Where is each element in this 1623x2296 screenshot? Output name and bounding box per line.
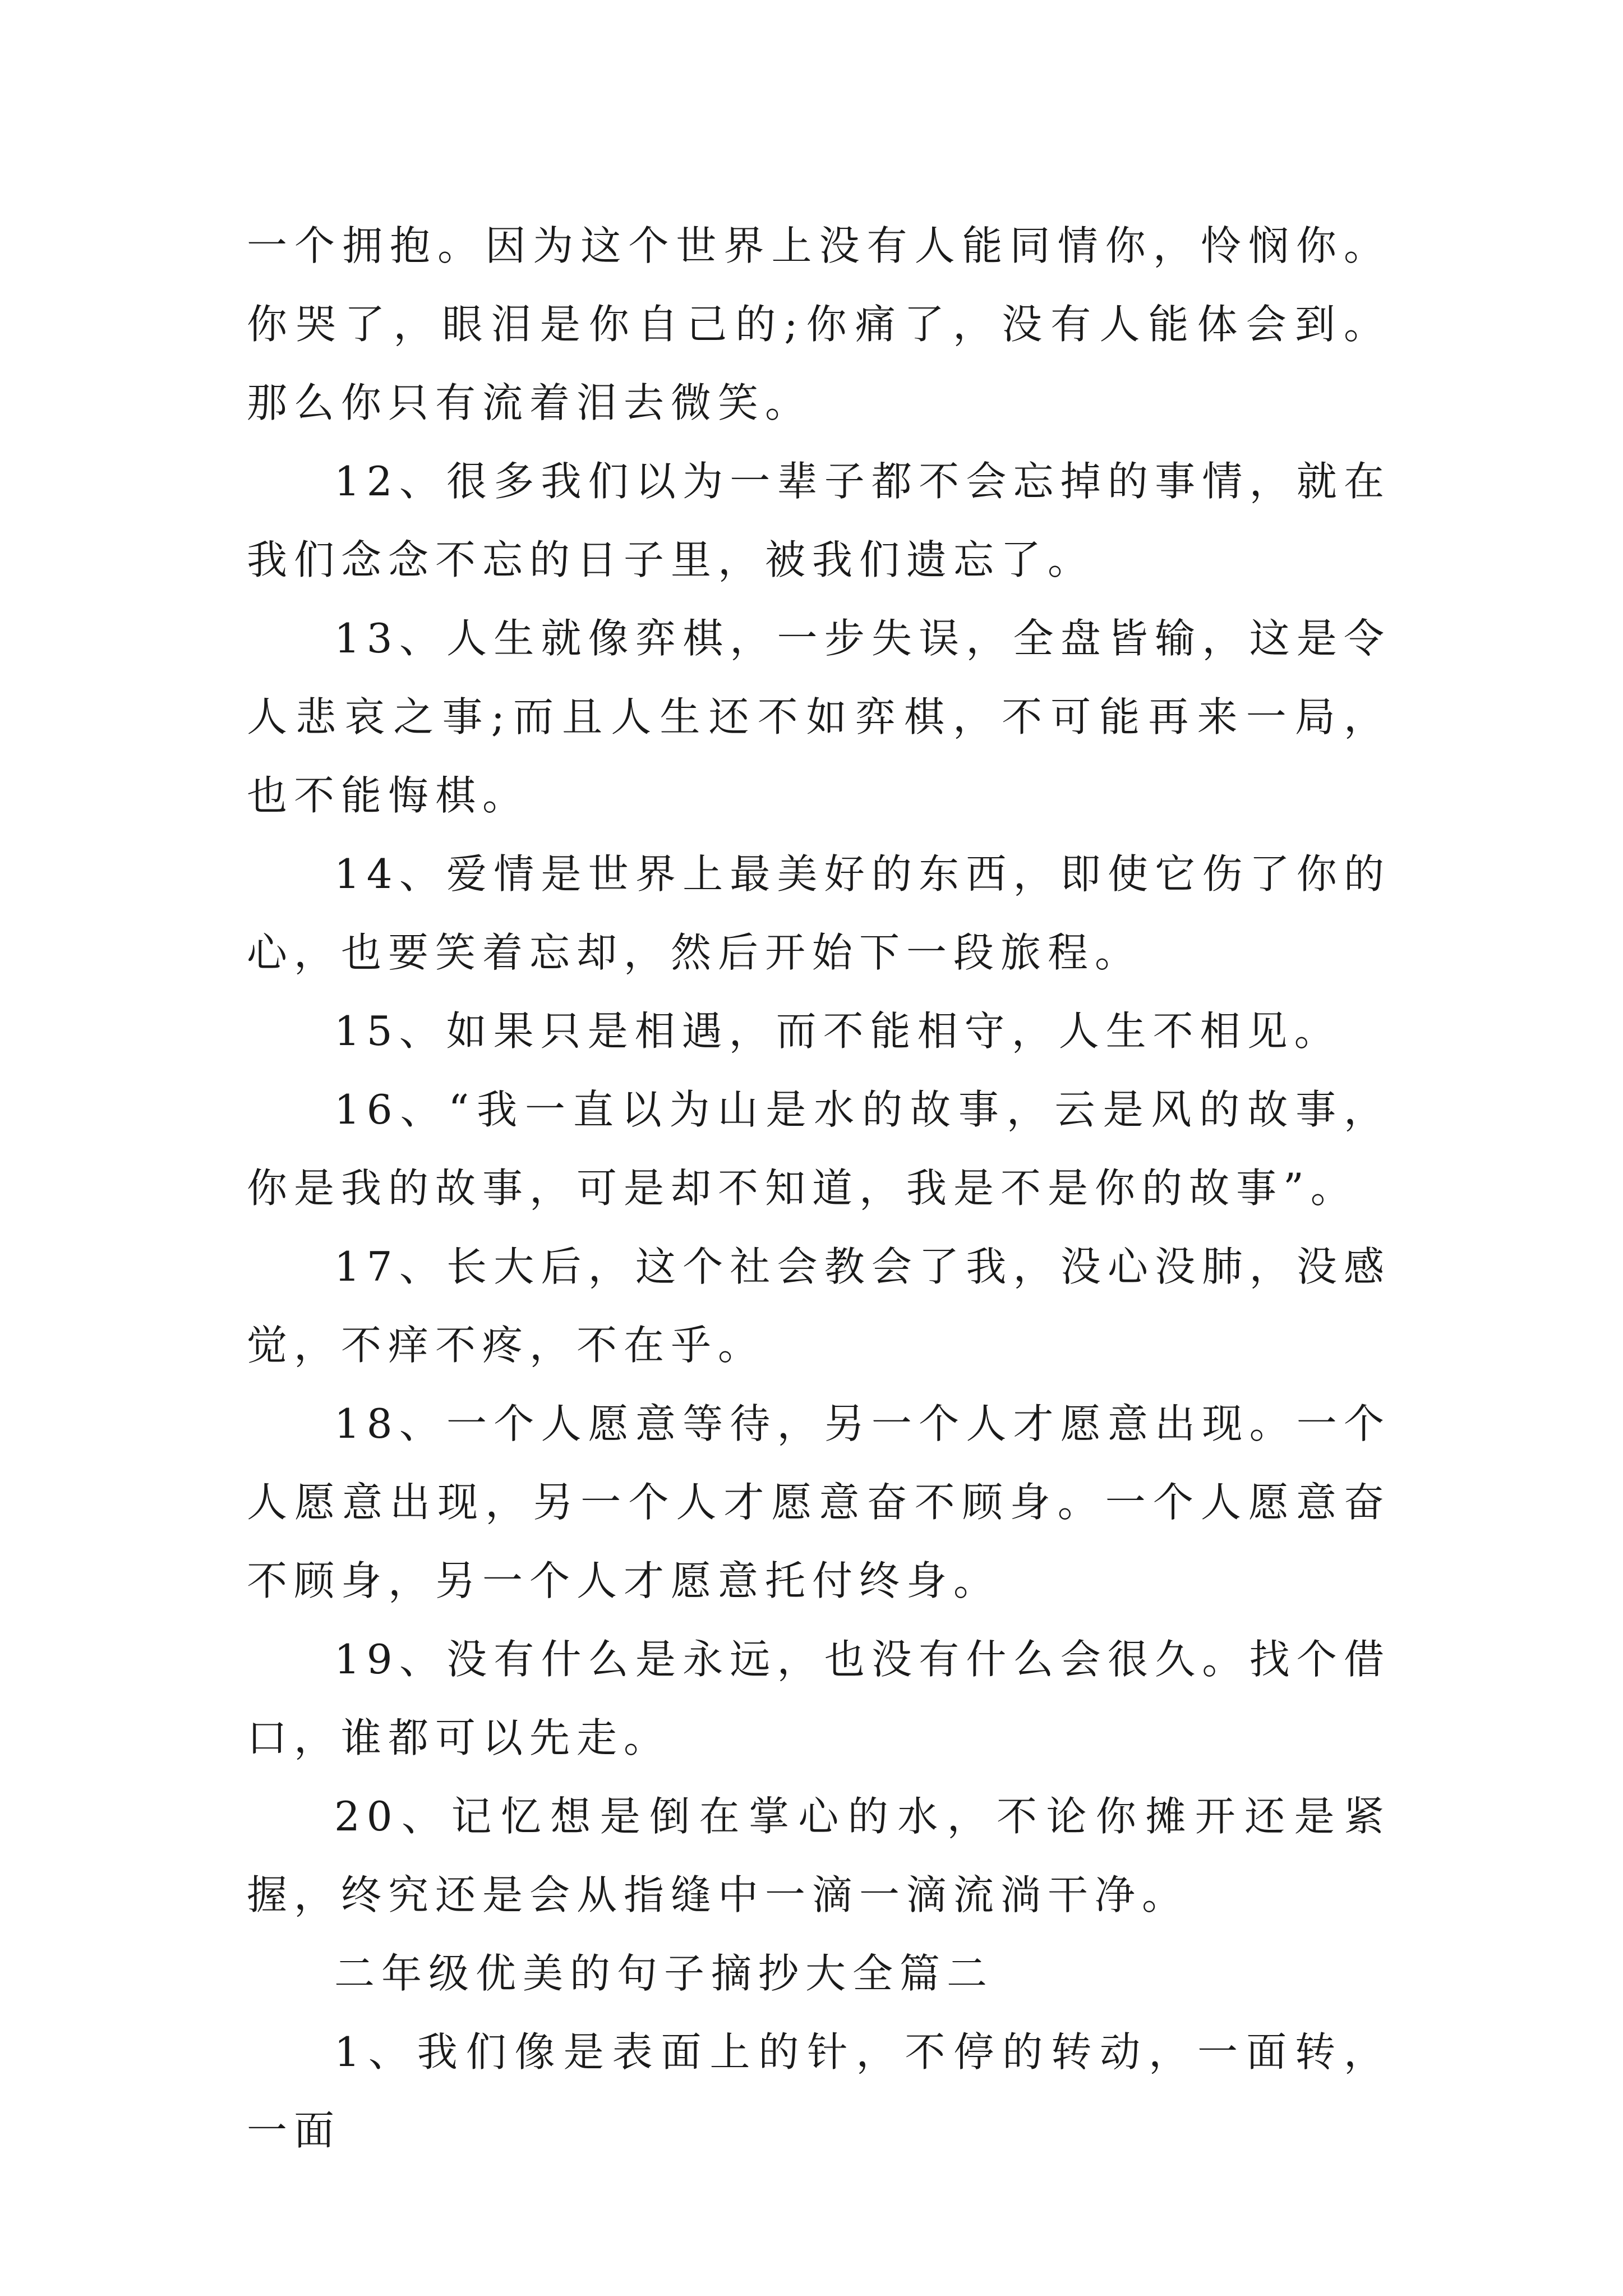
paragraph-item-12: 12、很多我们以为一辈子都不会忘掉的事情，就在我们念念不忘的日子里，被我们遗忘了。	[247, 458, 1391, 583]
paragraph-item-17: 17、长大后，这个社会教会了我，没心没肺，没感觉，不痒不疼，不在乎。	[247, 1243, 1391, 1369]
paragraph-item-18: 18、一个人愿意等待，另一个人才愿意出现。一个人愿意出现，另一个人才愿意奋不顾身。一个人愿意奋不顾身，另一个人才愿意托付终身。	[247, 1400, 1391, 1604]
paragraph-item-1: 1、我们像是表面上的针，不停的转动，一面转，一面	[247, 2028, 1391, 2154]
paragraph-item-13: 13、人生就像弈棋，一步失误，全盘皆输，这是令人悲哀之事;而且人生还不如弈棋，不可能再来一局，也不能悔棋。	[247, 615, 1391, 819]
paragraph-item-15: 15、如果只是相遇，而不能相守，人生不相见。	[334, 1007, 1341, 1055]
paragraph-item-14: 14、爱情是世界上最美好的东西，即使它伤了你的心，也要笑着忘却，然后开始下一段旅程。	[247, 850, 1391, 976]
section-heading: 二年级优美的句子摘抄大全篇二	[334, 1950, 994, 1997]
paragraph-item-16: 16、“我一直以为山是水的故事，云是风的故事，你是我的故事，可是却不知道，我是不是你的故事”。	[247, 1086, 1391, 1212]
paragraph-item-19: 19、没有什么是永远，也没有什么会很久。找个借口，谁都可以先走。	[247, 1636, 1391, 1761]
paragraph-continuation: 一个拥抱。因为这个世界上没有人能同情你，怜悯你。你哭了，眼泪是你自己的;你痛了，没有人能体会到。那么你只有流着泪去微笑。	[247, 222, 1391, 426]
paragraph-item-20: 20、记忆想是倒在掌心的水，不论你摊开还是紧握，终究还是会从指缝中一滴一滴流淌干净。	[247, 1793, 1391, 1918]
document-body	[247, 206, 1391, 2170]
